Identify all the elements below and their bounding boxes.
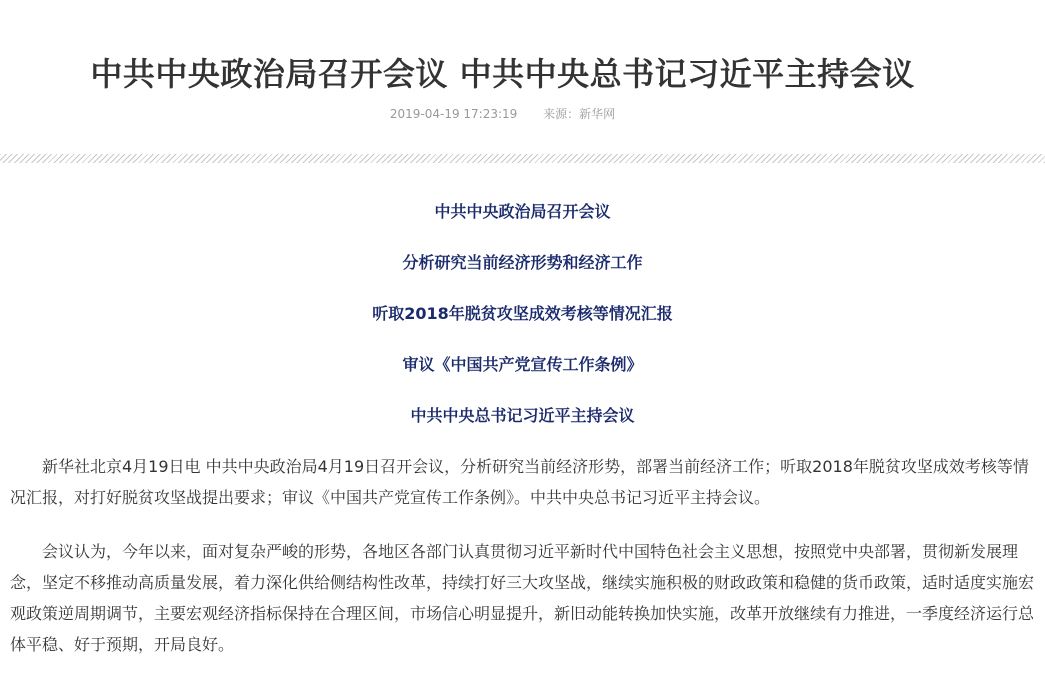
article-title: 中共中央政治局召开会议 中共中央总书记习近平主持会议 xyxy=(90,55,915,93)
article-meta xyxy=(0,105,1005,123)
body-paragraph-2: 会议认为，今年以来，面对复杂严峻的形势，各地区各部门认真贯彻习近平新时代中国特色社会主义思想，按照党中央部署，贯彻新发展理念，坚定不移推动高质量发展，着力深化供给侧结构性改革，持续打好三大攻坚战，继续实施积极的财政政策和稳健的货币政策，适时适度实施宏观政策逆周期调节，主要宏观经济指标保持在合理区间，市场信心明显提升，新旧动能转换加快实施，改革开放继续有力推进，一季度经济运行总体平稳、好于预期，开局良好。 xyxy=(10,542,1035,654)
headline-3: 听取2018年脱贫攻坚成效考核等情况汇报 xyxy=(372,304,673,323)
headline-5: 中共中央总书记习近平主持会议 xyxy=(410,406,635,425)
body-paragraph-1: 新华社北京4月19日电 中共中央政治局4月19日召开会议，分析研究当前经济形势，部署当前经济工作；听取2018年脱贫攻坚成效考核等情况汇报，对打好脱贫攻坚战提出要求；审议《中国共产党宣传工作条例》。中共中央总书记习近平主持会议。 xyxy=(10,457,1029,507)
publish-datetime: 2019-04-19 17:23:19 xyxy=(389,107,518,121)
article-source: 来源：新华网 xyxy=(543,107,616,121)
headline-2: 分析研究当前经济形势和经济工作 xyxy=(402,253,643,272)
headline-4: 审议《中国共产党宣传工作条例》 xyxy=(402,355,643,374)
headline-1: 中共中央政治局召开会议 xyxy=(434,202,611,221)
hatched-divider xyxy=(0,154,1045,163)
